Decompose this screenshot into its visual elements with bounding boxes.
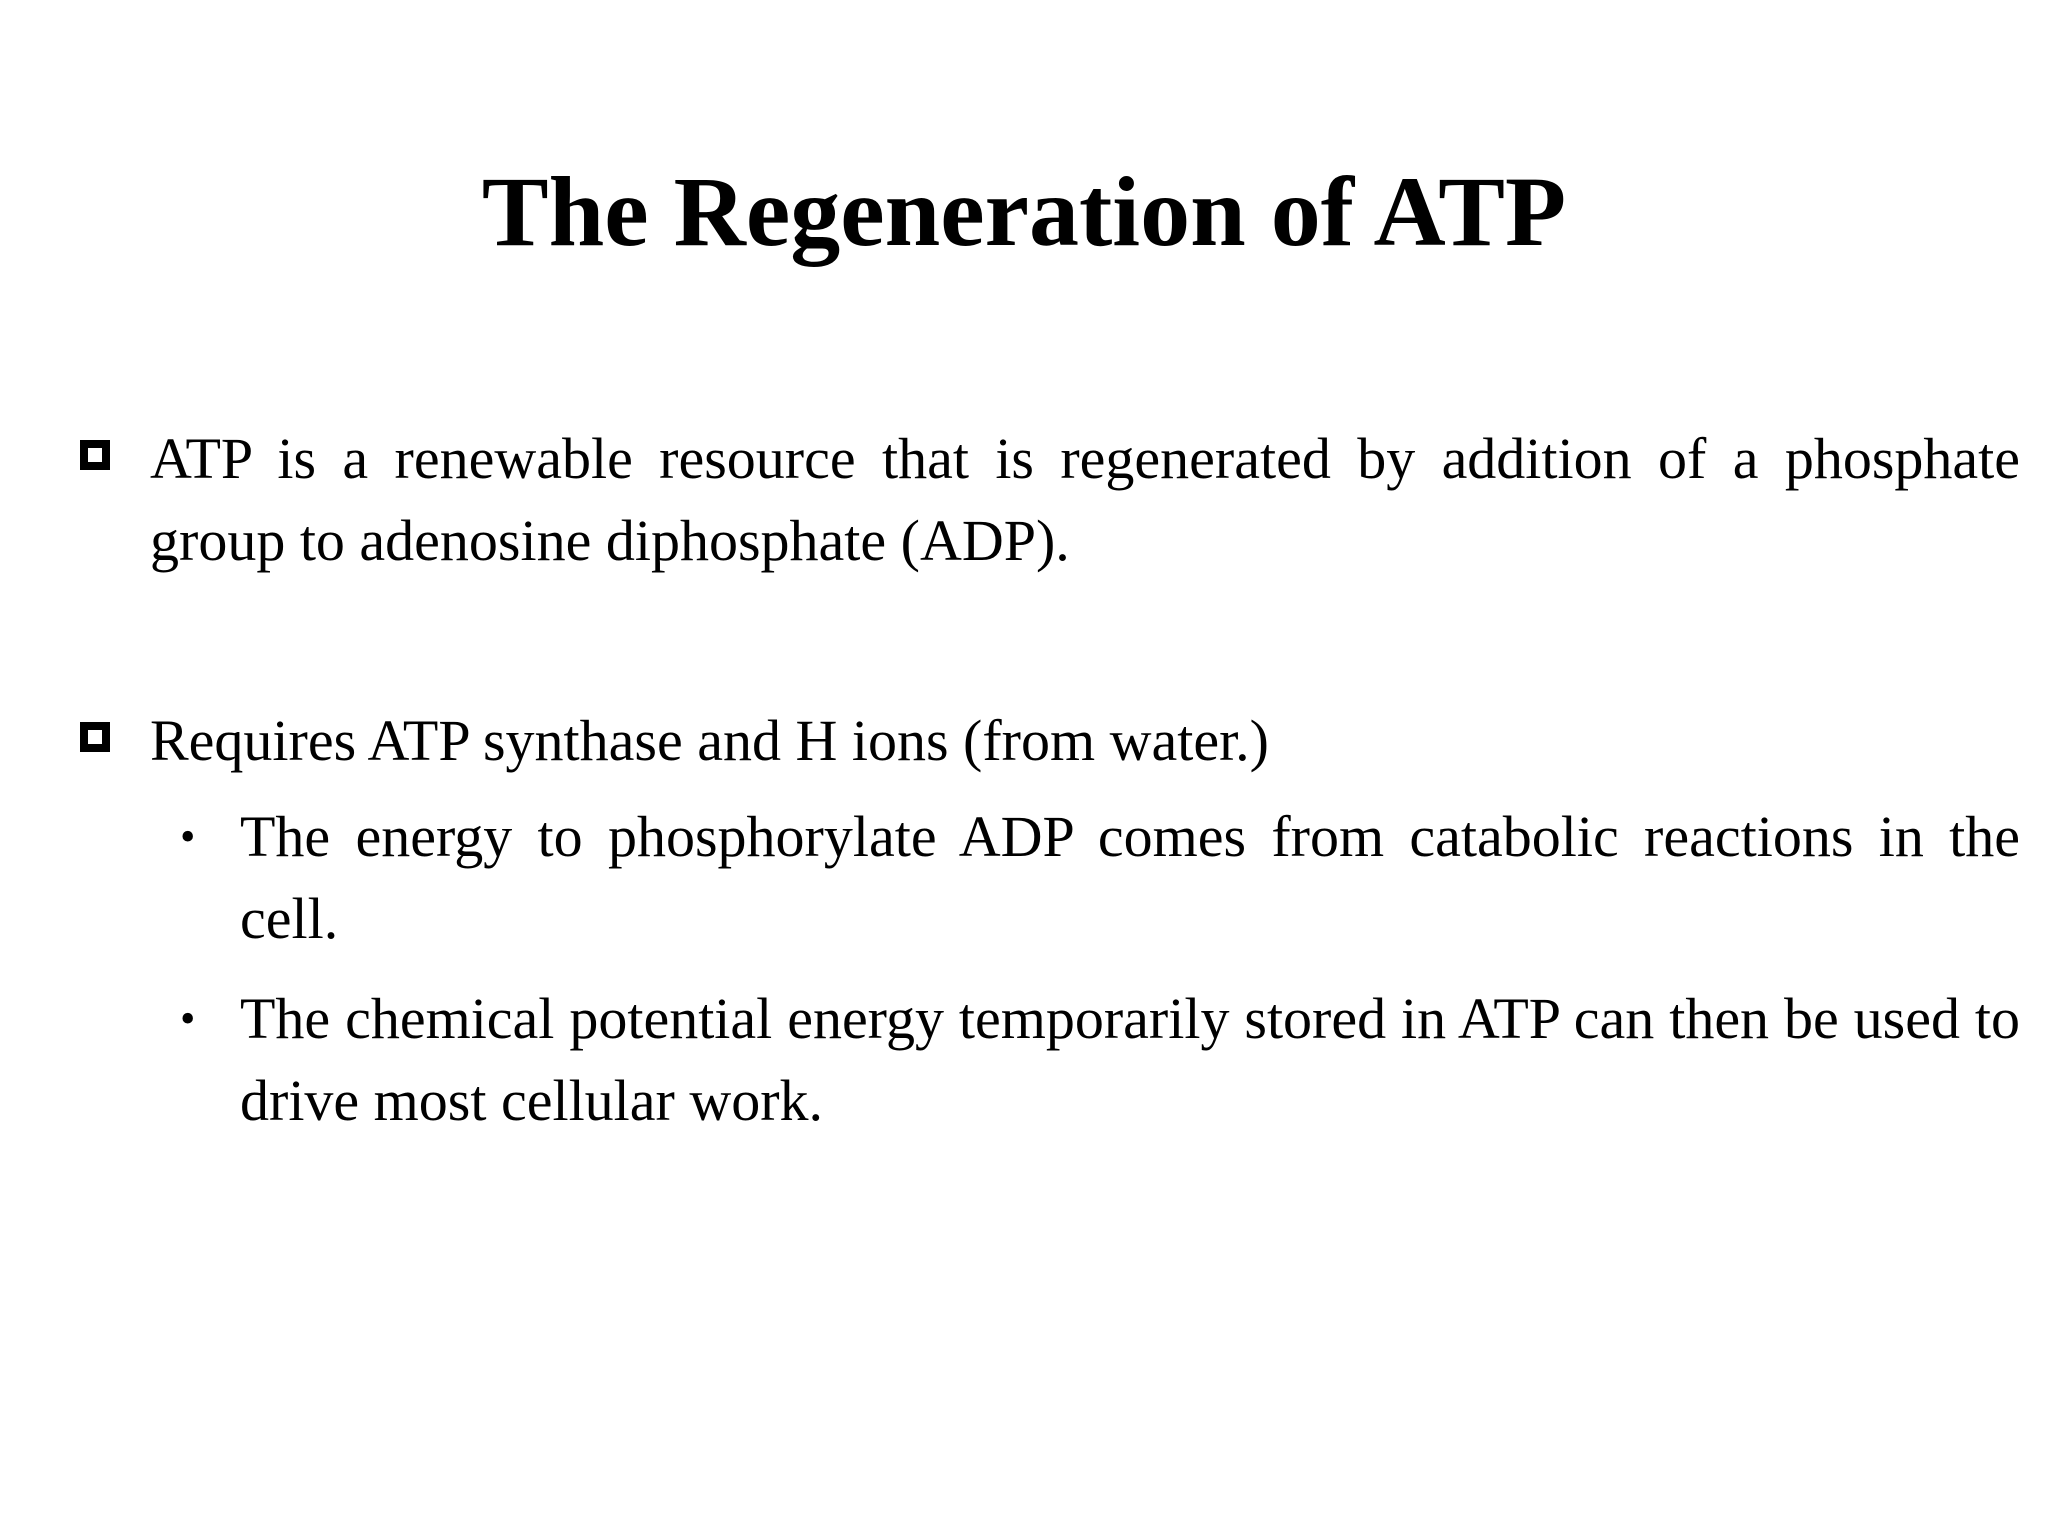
dot-bullet-icon: •: [180, 812, 196, 861]
bullet-item: [80, 700, 2020, 782]
dot-bullet-icon: •: [180, 994, 196, 1043]
slide-title: The Regeneration of ATP: [481, 156, 1567, 267]
sub-bullet-text: The energy to phosphorylate ADP comes from catabolic reactions in the cell.: [240, 804, 2020, 951]
bullet-text: Requires ATP synthase and H ions (from water.): [150, 708, 1269, 773]
hollow-square-bullet-icon: [80, 722, 110, 752]
hollow-square-bullet-icon: [80, 440, 110, 470]
sub-bullet-item: [172, 796, 2020, 960]
sub-bullet-text: The chemical potential energy temporarily stored in ATP can then be used to drive most cellular work.: [240, 986, 2020, 1133]
bullet-text: ATP is a renewable resource that is regenerated by addition of a phosphate group to adenosine diphosphate (ADP).: [150, 426, 2020, 573]
bullet-item: [80, 418, 2020, 582]
sub-bullet-item: [172, 978, 2020, 1142]
